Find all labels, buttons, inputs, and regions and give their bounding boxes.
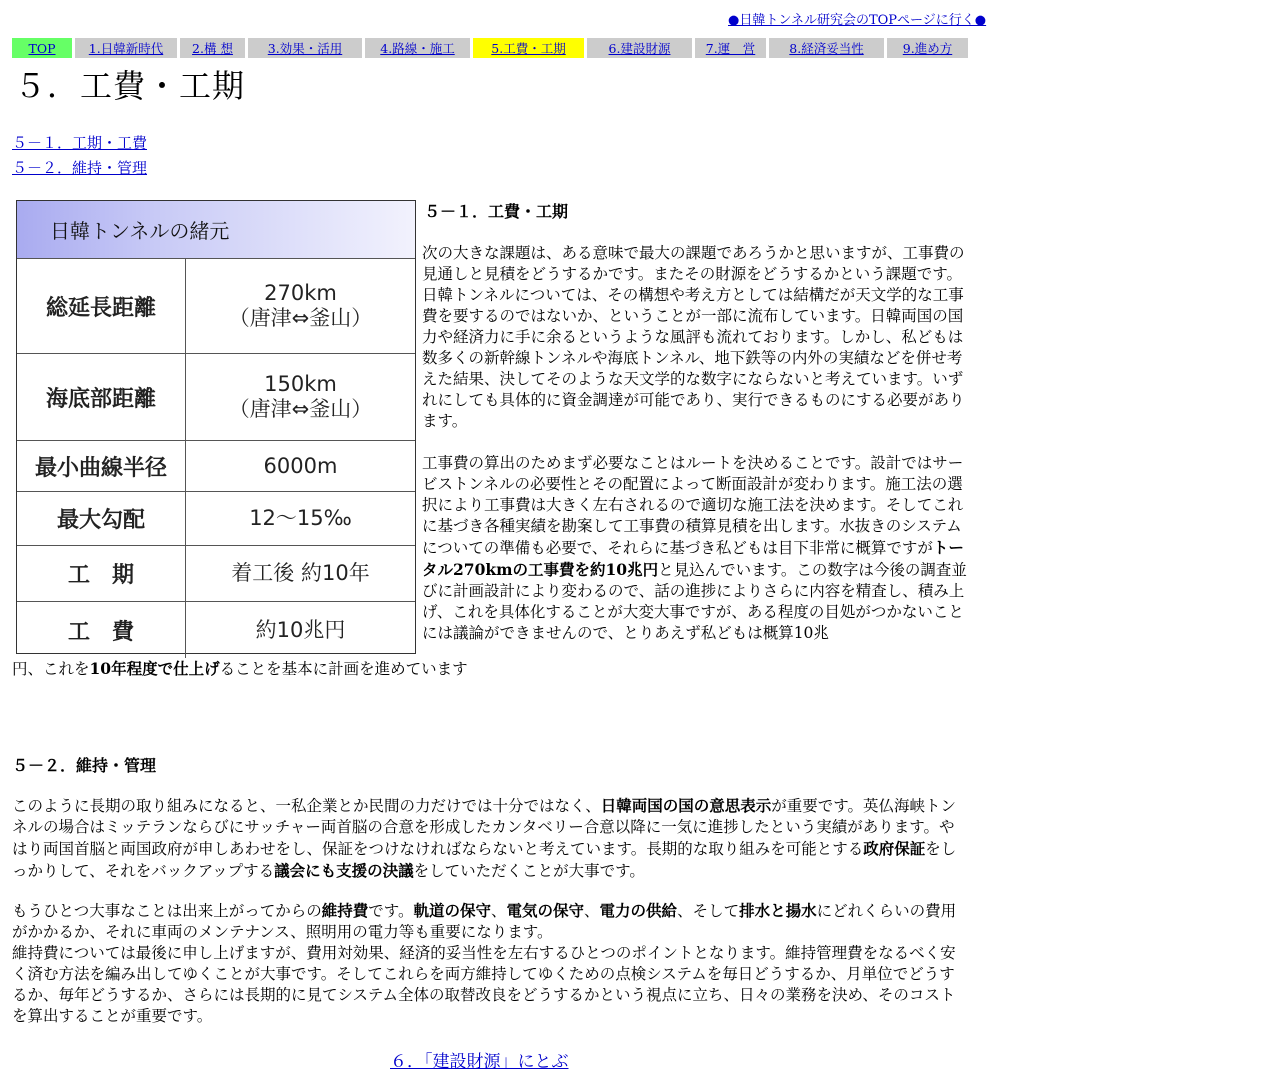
text-span: です。 [368,902,414,920]
spec-value [186,441,415,491]
text-span: 円、これを [12,660,90,678]
section-5-2-paragraph [12,795,960,882]
text-span: ることを基本に計画を進めています [219,660,468,678]
spec-label: 最小曲線半径 [17,441,186,491]
text-span: が重要です。英仏海峡トンネルの場合はミッテランならびにサッチャー両首脳の合意を形成したカンタベリー合意以降に一気に進捗したという実績があります。やはり両国首脳と両国政府が申しあわせをし、保証をつけなければならないと考えています。長期的な取り組みを可能とする [12,797,956,858]
section-5-2-heading: ５－２．維持・管理 [12,756,157,775]
section-5-2-paragraph [12,900,960,943]
tab-8-link[interactable]: 8.経済妥当性 [789,41,864,56]
tab-9-next-steps [887,38,968,58]
spec-row-undersea-length [17,354,415,441]
tab-6-funding [587,38,692,58]
tab-5-cost-schedule [473,38,584,58]
text-span: をしていただくことが大事です。 [413,862,645,880]
section-5-2-paragraph: 維持費については最後に申し上げますが、費用対効果、経済的妥当性を左右するひとつのポイントとなります。維持管理費をなるべく安く済む方法を編み出してゆくことが大事です。そしてこれらを両方維持してゆくための点検システムを毎日どうするか、月単位でどうするか、毎年どうするか、さらには長期的に見てシステム全体の取替改良をどうするかという視点に立ち、日々の業務を決め、そのコストを算出することが重要です。 [12,944,956,1025]
section-5-1-paragraph-tail [12,658,468,680]
spec-value-main: 12～15‰ [249,506,352,530]
spec-value-main: 150km [264,372,337,396]
tab-2-link[interactable]: 2.構 想 [192,41,233,56]
bold-text: 軌道の保守 [413,901,491,920]
spec-value-main: 着工後 約10年 [231,561,370,585]
bold-text: 政府保証 [863,839,926,858]
text-span: と見込んでいます。この数字は今後の調査並びに計画設計により変わるので、話の進捗によりさらに内容を精査し、積み上げ、これを具体化することが大変大事ですが、ある程度の目処がつかないことには議論ができませんので、とりあえず私どもは概算10兆 [422,561,967,642]
toc-link-5-1[interactable]: ５－１．工期・工費 [12,134,148,152]
section-5-2-body [12,795,960,1027]
spec-label: 最大勾配 [17,492,186,545]
spec-table-title: 日韓トンネルの緒元 [17,201,415,259]
text-span: 、そして [677,902,740,920]
toc-link-5-2[interactable]: ５－２．維持・管理 [12,159,148,177]
tab-7-link[interactable]: 7.運 営 [705,41,756,56]
spec-label: 総延長距離 [17,259,186,353]
section-5-1-paragraph: 次の大きな課題は、ある意味で最大の課題であろうかと思いますが、工事費の見通しと見積をどうするかです。またその財源をどうするかという課題です。 [422,244,965,283]
tab-4-link[interactable]: 4.路線・施工 [380,41,455,56]
spec-row-construction-period [17,546,415,602]
spec-value-main: 約10兆円 [255,617,346,642]
spec-value-sub: （唐津⇔釜山） [228,397,373,421]
tab-top-link[interactable]: TOP [28,40,56,56]
spec-value [186,259,415,353]
text-span: 工事費の算出のためまず必要なことはルートを決めることです。設計ではサービストンネルの必要性とその配置によって断面設計が変わります。施工法の選択により工事費は大きく左右されるので適切な施工法を決めます。そしてこれに基づき各種実績を勘案して工事費の積算見積を出します。水抜きのシステムについての準備も必要で、それらに基づき私どもは目下非常に概算ですが [422,454,964,557]
tab-top [12,38,72,58]
spec-label: 海底部距離 [17,354,186,440]
nav-bar [12,38,971,58]
tab-6-link[interactable]: 6.建設財源 [608,41,671,56]
spec-label: 工 費 [17,602,186,658]
tab-9-link[interactable]: 9.進め方 [902,41,953,56]
tab-5-link[interactable]: 5.工費・工期 [491,41,566,56]
text-span: にどれくらいの費用がかかるか、それに車両のメンテナンス、照明用の電力等も重要になります。 [12,902,957,941]
spec-row-min-curve-radius [17,441,415,492]
bold-text: 電力の供給 [599,901,678,920]
tab-3-effects [248,38,362,58]
tunnel-spec-table [16,200,416,654]
tab-1-new-era [75,38,177,58]
bold-text: 日韓両国の国の意思表示 [600,796,772,815]
tab-3-link[interactable]: 3.効果・活用 [267,41,343,56]
text-span: もうひとつ大事なことは出来上がってからの [12,902,322,920]
bold-text: トータル270kmの工事費を約10兆円 [422,538,964,579]
spec-value-main: 6000m [263,453,338,478]
bold-text: 電気の保守 [506,901,585,920]
table-of-contents [12,131,147,181]
tab-7-operation [695,38,766,58]
page-title: ５．工費・工期 [14,67,246,105]
section-5-1-paragraph [422,453,968,644]
bold-text: 維持費 [321,901,369,920]
section-5-1-paragraph: 日韓トンネルについては、その構想や考え方としては結構だが天文学的な工事費を要するのではないか、ということが一部に流布しています。日韓両国の国力や経済力に手に余るというような風評も流れております。しかし、私どもは数多くの新幹線トンネルや海底トンネル、地下鉄等の内外の実績などを併せ考えた結果、決してそのような天文学的な数字にならないと考えています。いずれにしても具体的に資金調達が可能であり、実行できるものにする必要があります。 [422,286,965,430]
text-span: 、 [584,902,600,920]
spec-value [186,354,415,440]
tab-4-route [365,38,470,58]
spec-row-total-length [17,259,415,354]
bold-text: 排水と揚水 [739,901,817,920]
text-span: をしっかりして、それをバックアップする [12,840,957,880]
tab-2-concept [180,38,245,58]
section-5-1-body [422,243,968,644]
spec-row-construction-cost [17,602,415,658]
bold-text: 10年程度で仕上げ [89,659,220,678]
text-span: 、 [491,902,507,920]
spec-value [186,492,415,545]
spec-value-main: 270km [264,281,337,305]
tab-8-economics [769,38,884,58]
spec-value-sub: （唐津⇔釜山） [228,306,373,330]
spec-row-max-gradient [17,492,415,546]
bold-text: 議会にも支援の決議 [274,861,414,880]
spec-value [186,602,415,658]
top-page-link[interactable]: ●日韓トンネル研究会のTOPページに行く● [728,13,987,28]
spec-value [186,546,415,601]
spec-label: 工 期 [17,546,186,601]
next-section-link[interactable]: ６．「建設財源」にとぶ [390,1052,569,1072]
section-5-1-heading: ５－１．工費・工期 [424,202,569,221]
text-span: このように長期の取り組みになると、一私企業とか民間の力だけでは十分ではなく、 [12,797,601,815]
tab-1-link[interactable]: 1.日韓新時代 [88,41,164,56]
